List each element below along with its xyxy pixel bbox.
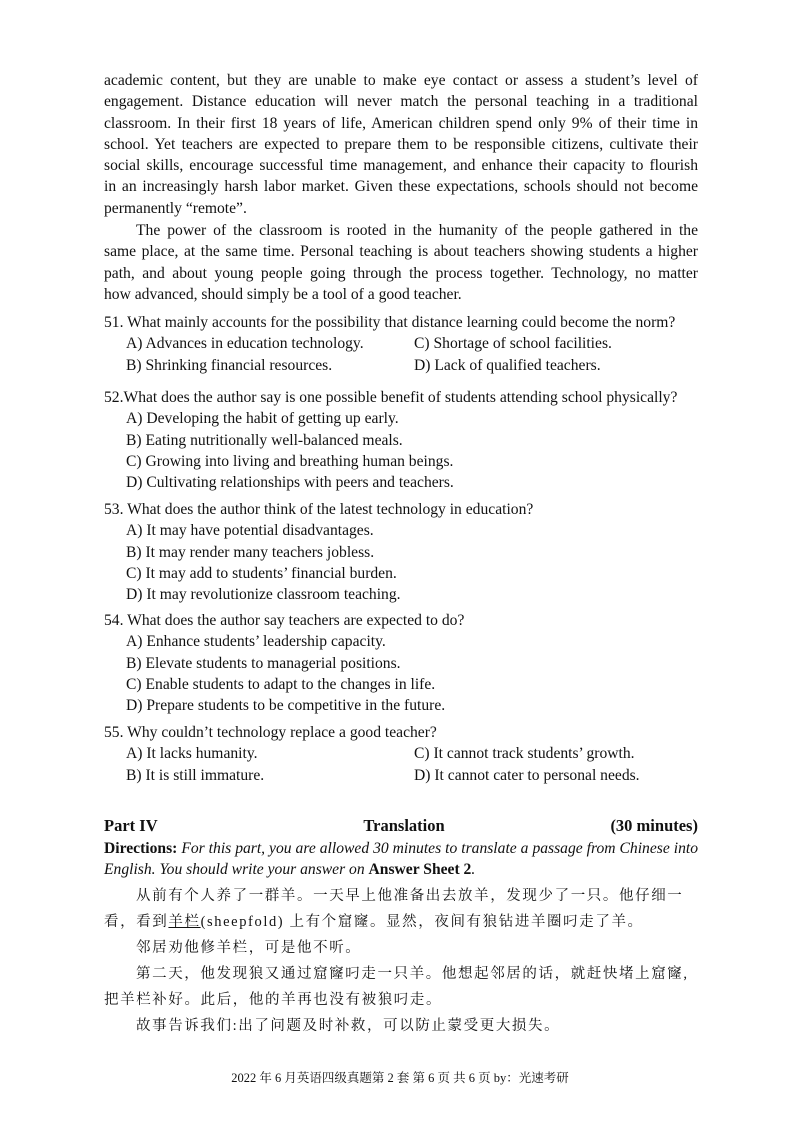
directions-text: For this part, you are allowed 30 minutes to translate a passage from Chinese into English. You should write your answer on xyxy=(104,840,698,879)
option: B) Elevate students to managerial positions. xyxy=(126,654,401,672)
chinese-passage xyxy=(104,883,698,1039)
cn-term: 羊栏 xyxy=(168,914,201,930)
option: C) It may add to students’ financial burden. xyxy=(126,564,397,582)
option: A) Enhance students’ leadership capacity. xyxy=(126,633,386,651)
cn-paragraph-1 xyxy=(104,883,698,935)
option: D) It may revolutionize classroom teaching. xyxy=(126,586,401,604)
option: D) Cultivating relationships with peers and teachers. xyxy=(126,474,454,492)
option: B) Eating nutritionally well-balanced meals. xyxy=(126,431,403,449)
option: A) It may have potential disadvantages. xyxy=(126,522,374,540)
text-line: path, and about young people going through the process together. Technology, no matter xyxy=(104,264,698,282)
text-line: classroom. In their first 18 years of life, American children spend only 9% of their time in xyxy=(104,114,698,132)
text-line: engagement. Distance education will never match the personal teaching in a traditional xyxy=(104,93,698,111)
text-line: how advanced, should simply be a tool of a good teacher. xyxy=(104,285,462,303)
question-stem: 55. Why couldn’t technology replace a good teacher? xyxy=(104,724,437,741)
option: D) Lack of qualified teachers. xyxy=(414,356,601,374)
text-line: The power of the classroom is rooted in the humanity of the people gathered in the xyxy=(136,222,698,239)
text-line: school. Yet teachers are expected to prepare them to be responsible citizens, cultivate their xyxy=(104,135,698,153)
question-51 xyxy=(104,312,698,376)
question-55 xyxy=(104,722,698,786)
option: C) It cannot track students’ growth. xyxy=(414,745,635,763)
option: B) It may render many teachers jobless. xyxy=(126,543,375,561)
question-stem: 54. What does the author say teachers are expected to do? xyxy=(104,612,465,629)
question-stem: 51. What mainly accounts for the possibility that distance learning could become the norm? xyxy=(104,314,676,331)
option: B) Shrinking financial resources. xyxy=(126,356,333,374)
question-53 xyxy=(104,499,698,605)
cn-paragraph-2: 邻居劝他修羊栏，可是他不听。 xyxy=(136,940,362,956)
option: B) It is still immature. xyxy=(126,766,265,784)
cn-paragraph-3: 第二天，他发现狼又通过窟窿叼走一只羊。他想起邻居的话，就赶快堵上窟窿,把羊栏补好。此后，他的羊再也没有被狼叼走。 xyxy=(104,966,689,1008)
question-stem: 52.What does the author say is one possible benefit of students attending school physically? xyxy=(104,389,678,406)
answer-sheet-ref: Answer Sheet 2 xyxy=(368,861,472,879)
option: C) Enable students to adapt to the changes in life. xyxy=(126,675,436,693)
cn-text: 从前有个人养了一群羊。一天早上他准备出去放羊，发现少了一只。他仔细一看，看到 xyxy=(104,888,684,930)
text-line: in an increasingly harsh labor market. Given these expectations, schools should not become xyxy=(104,178,698,196)
part-header xyxy=(104,815,698,836)
cn-paragraph-4: 故事告诉我们:出了问题及时补救，可以防止蒙受更大损失。 xyxy=(136,1018,561,1034)
directions-period: . xyxy=(471,861,476,879)
cn-text: (sheepfold) 上有个窟窿。显然，夜间有狼钻进羊圈叼走了羊。 xyxy=(200,914,644,930)
option: A) Developing the habit of getting up early. xyxy=(126,410,399,428)
text-line: social skills, encourage successful time management, and enhance their capacity to flourish xyxy=(104,157,698,175)
question-stem: 53. What does the author think of the latest technology in education? xyxy=(104,501,534,518)
option: C) Growing into living and breathing human beings. xyxy=(126,452,454,470)
passage-paragraph-2 xyxy=(104,220,698,305)
part-title: Translation xyxy=(363,816,445,835)
question-52 xyxy=(104,387,698,493)
option: C) Shortage of school facilities. xyxy=(414,335,612,353)
text-line: same place, at the same time. Personal teaching is about teachers showing students a higher xyxy=(104,243,698,261)
directions-label: Directions: xyxy=(104,840,178,857)
option: D) Prepare students to be competitive in the future. xyxy=(126,697,446,715)
page-footer: 2022 年 6 月英语四级真题第 2 套 第 6 页 共 6 页 by：光速考研 xyxy=(231,1071,569,1085)
question-54 xyxy=(104,610,698,716)
part-label: Part IV xyxy=(104,816,158,835)
option: A) Advances in education technology. xyxy=(126,335,364,353)
text-line: permanently “remote”. xyxy=(104,199,247,217)
option: D) It cannot cater to personal needs. xyxy=(414,766,640,784)
option: A) It lacks humanity. xyxy=(126,745,258,763)
text-line: academic content, but they are unable to make eye contact or assess a student’s level of xyxy=(104,72,698,89)
passage-paragraph-1 xyxy=(104,70,698,219)
directions xyxy=(104,838,698,881)
part-time: (30 minutes) xyxy=(610,816,698,835)
